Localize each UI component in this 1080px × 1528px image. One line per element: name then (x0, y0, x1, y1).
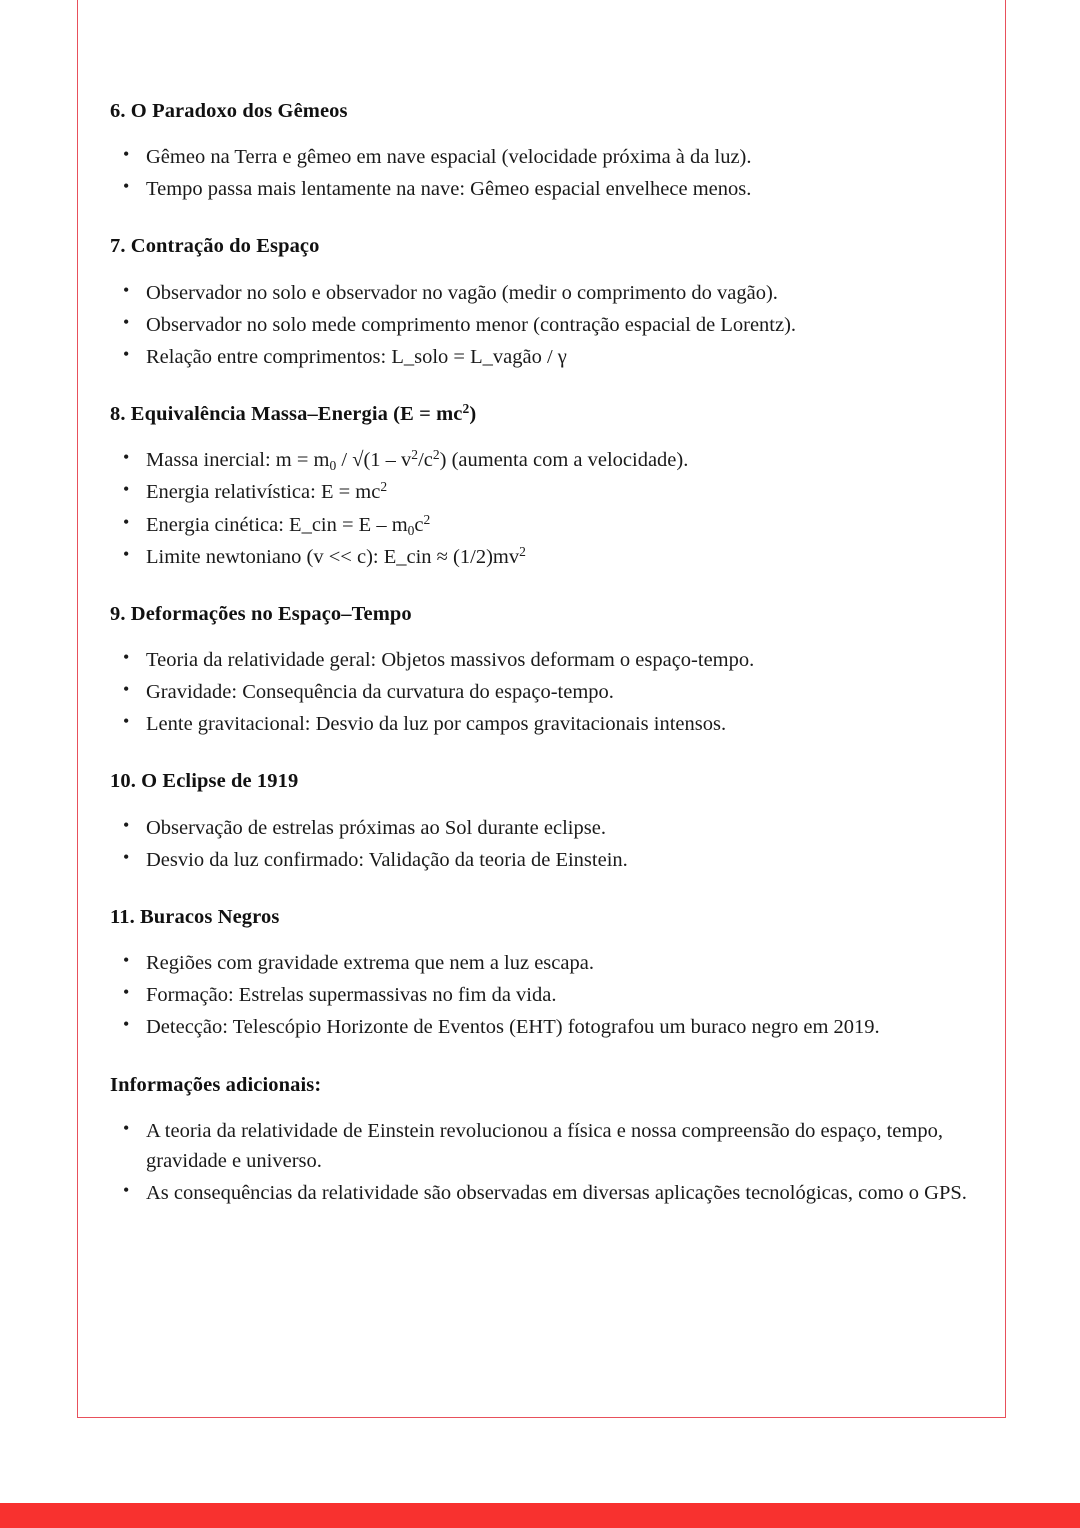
list-item: • Gravidade: Consequência da curvatura do espaço-tempo. (110, 677, 980, 707)
list-item: • Limite newtoniano (v << c): E_cin ≈ $(1/2)mv^2$ (110, 542, 980, 572)
list-item: • Gêmeo na Terra e gêmeo em nave espacial (velocidade próxima à da luz). (110, 142, 980, 172)
section-spacer (110, 1045, 980, 1072)
section-spacer (110, 877, 980, 904)
list-item: • As consequências da relatividade são observadas em diversas aplicações tecnológicas, como o GPS. (110, 1178, 980, 1208)
list-item: • Observação de estrelas próximas ao Sol durante eclipse. (110, 813, 980, 843)
list-item: • Observador no solo e observador no vagão (medir o comprimento do vagão). (110, 278, 980, 308)
list-item: • Detecção: Telescópio Horizonte de Eventos (EHT) fotografou um buraco negro em 2019. (110, 1012, 980, 1042)
bullet-list-9 (110, 645, 980, 739)
bullet-list-6 (110, 142, 980, 204)
section-heading-8: 8. Equivalência Massa–Energia $(E = mc^2)$ (110, 401, 477, 426)
list-item: • Desvio da luz confirmado: Validação da teoria de Einstein. (110, 845, 980, 875)
bullet-list-11 (110, 948, 980, 1042)
list-item: • Massa inercial: $m = m_0 / √(1 - v^2/c^2)$ (aumenta com a velocidade). (110, 445, 980, 475)
bullet-list-10 (110, 813, 980, 875)
bullet-list-7 (110, 278, 980, 372)
section-spacer (110, 574, 980, 601)
list-item: • Relação entre comprimentos: L_solo = L_vagão / γ (110, 342, 980, 372)
section-block-additional-info (110, 1072, 980, 1209)
section-block-10 (110, 768, 980, 903)
list-item: • Regiões com gravidade extrema que nem a luz escapa. (110, 948, 980, 978)
list-item: • Teoria da relatividade geral: Objetos massivos deformam o espaço-tempo. (110, 645, 980, 675)
bullet-list-8 (110, 445, 980, 572)
footer-red-band (0, 1503, 1080, 1528)
section-block-11 (110, 904, 980, 1072)
section-block-6 (110, 98, 980, 233)
section-heading-11: 11. Buracos Negros (110, 905, 280, 928)
list-item: • Formação: Estrelas supermassivas no fim da vida. (110, 980, 980, 1010)
section-spacer (110, 741, 980, 768)
section-spacer (110, 374, 980, 401)
section-spacer (110, 206, 980, 233)
document-content (110, 98, 980, 1210)
list-item: • Observador no solo mede comprimento menor (contração espacial de Lorentz). (110, 310, 980, 340)
section-block-9 (110, 601, 980, 769)
bullet-list-additional-info (110, 1116, 980, 1208)
list-item: • Energia cinética: E_cin = E – $m_0c^2$ (110, 510, 980, 540)
section-heading-9: 9. Deformações no Espaço–Tempo (110, 602, 412, 625)
list-item: • Energia relativística: $E = mc^2$ (110, 477, 980, 507)
section-block-7 (110, 233, 980, 401)
section-heading-6: 6. O Paradoxo dos Gêmeos (110, 100, 348, 122)
section-heading-7: 7. Contração do Espaço (110, 235, 320, 258)
list-item: • A teoria da relatividade de Einstein revolucionou a física e nossa compreensão do espaço, tempo, gravidade e universo. (110, 1116, 980, 1176)
section-block-8 (110, 401, 980, 601)
list-item: • Lente gravitacional: Desvio da luz por campos gravitacionais intensos. (110, 709, 980, 739)
list-item: • Tempo passa mais lentamente na nave: Gêmeo espacial envelhece menos. (110, 174, 980, 204)
section-heading-additional-info: Informações adicionais: (110, 1073, 322, 1096)
section-heading-10: 10. O Eclipse de 1919 (110, 770, 299, 793)
